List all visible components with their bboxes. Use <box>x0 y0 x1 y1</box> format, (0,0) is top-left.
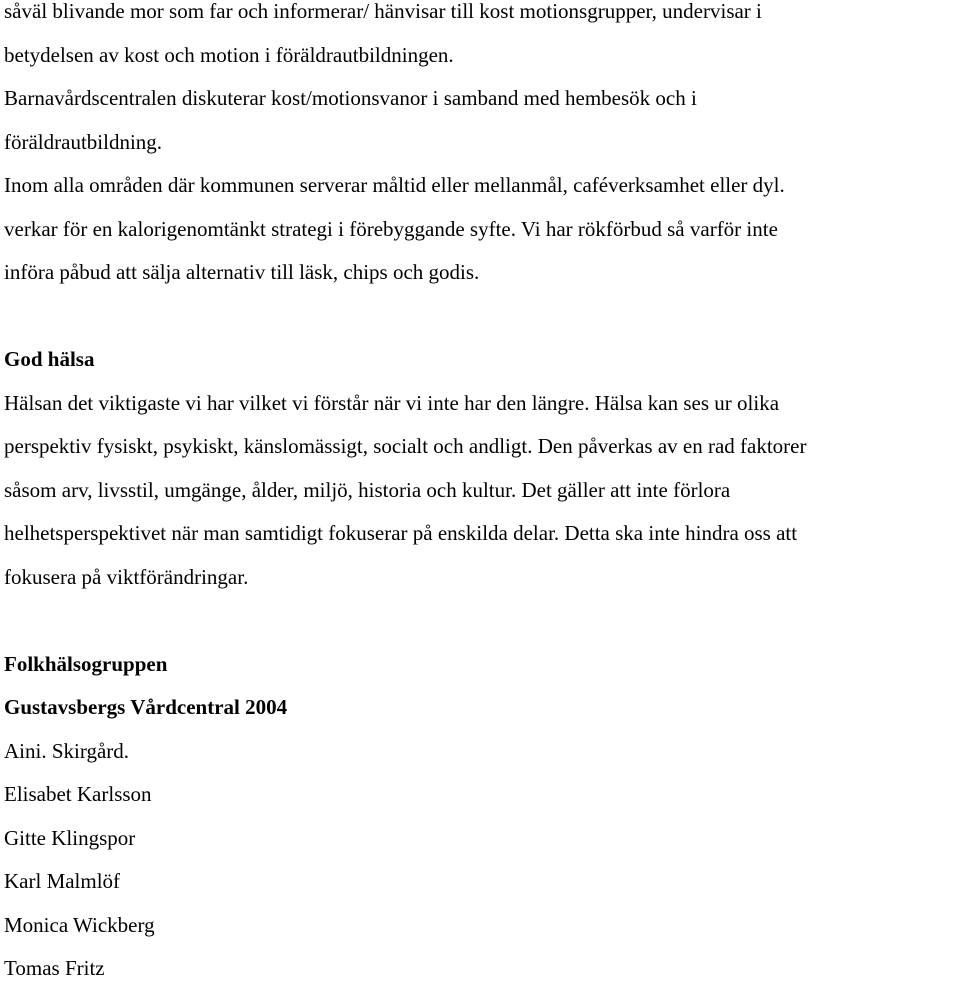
member-name: Tomas Fritz <box>4 956 105 980</box>
text-line: verkar för en kalorigenomtänkt strategi i förebyggande syfte. Vi har rökförbud så varför inte <box>4 216 778 241</box>
document-page <box>4 0 960 991</box>
text-line: såsom arv, livsstil, umgänge, ålder, miljö, historia och kultur. Det gäller att inte förlora <box>4 477 731 502</box>
spacer <box>4 295 960 339</box>
member-name: Elisabet Karlsson <box>4 782 152 806</box>
section-heading: God hälsa <box>4 347 95 371</box>
text-line: såväl blivande mor som far och informerar/ hänvisar till kost motionsgrupper, undervisar i <box>4 0 762 23</box>
paragraph-diet-exercise <box>4 0 960 295</box>
section-god-halsa <box>4 338 960 599</box>
member-name: Aini. Skirgård. <box>4 738 130 763</box>
member-name: Karl Malmlöf <box>4 869 121 893</box>
text-line: perspektiv fysiskt, psykiskt, känslomässigt, socialt och andligt. Den påverkas av en rad faktorer <box>4 434 807 458</box>
text-line: fokusera på viktförändringar. <box>4 564 249 589</box>
text-line: införa påbud att sälja alternativ till läsk, chips och godis. <box>4 260 480 284</box>
text-line: helhetsperspektivet när man samtidigt fokuserar på enskilda delar. Detta ska inte hindra oss att <box>4 521 798 545</box>
text-line: betydelsen av kost och motion i föräldrautbildningen. <box>4 42 454 67</box>
signature-block <box>4 643 960 991</box>
member-name: Monica Wickberg <box>4 912 155 937</box>
text-line: föräldrautbildning. <box>4 129 163 154</box>
text-line: Hälsan det viktigaste vi har vilket vi förstår när vi inte har den längre. Hälsa kan ses ur olika <box>4 390 780 415</box>
group-name: Folkhälsogruppen <box>4 651 168 676</box>
spacer <box>4 599 960 643</box>
text-line: Inom alla områden där kommunen serverar måltid eller mellanmål, caféverksamhet eller dyl. <box>4 173 785 197</box>
organization-name: Gustavsbergs Vårdcentral 2004 <box>4 695 288 719</box>
text-line: Barnavårdscentralen diskuterar kost/motionsvanor i samband med hembesök och i <box>4 86 697 110</box>
member-name: Gitte Klingspor <box>4 825 136 850</box>
